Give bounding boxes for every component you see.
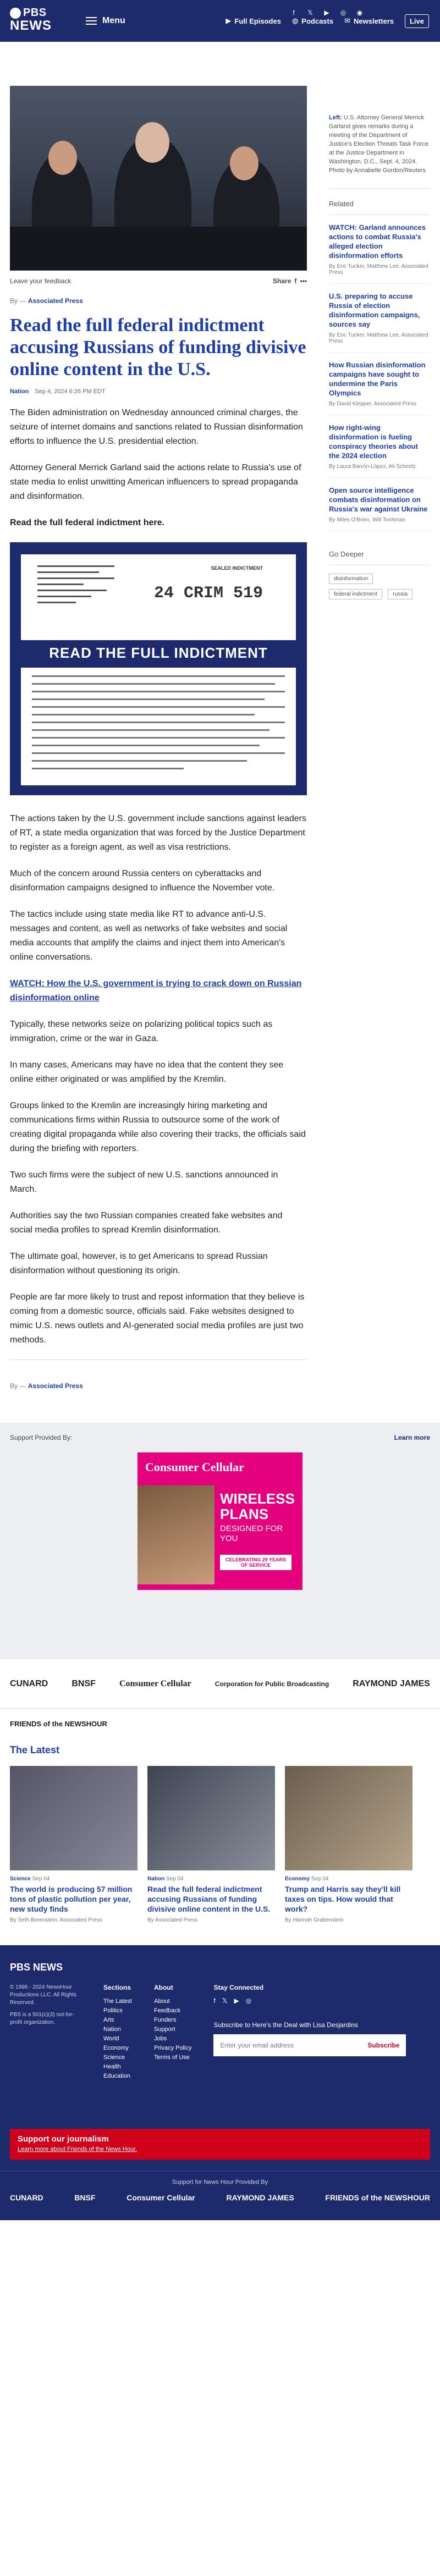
bottom-sponsors: Support for News Hour Provided By CUNARD BNSF Consumer Cellular RAYMOND JAMES FRIENDS of the NEWSHOUR xyxy=(0,2171,440,2220)
paragraph: Typically, these networks seize on polarizing political topics such as immigration, crime or the war in Gaza. xyxy=(10,1020,273,1043)
paragraph: People are far more likely to trust and repost information that they believe is coming from a domestic source, officials said. Fake websites designed to mimic U.S. news outlets and AI-generated social media profiles are just two methods. xyxy=(10,1292,305,1345)
podcasts-link[interactable]: ◍ Podcasts xyxy=(292,16,334,25)
footer xyxy=(0,1945,440,2171)
topic-chip[interactable]: disinformation xyxy=(329,574,373,584)
leave-feedback-link[interactable]: Leave your feedback xyxy=(10,277,72,285)
instagram-icon[interactable]: ◎ xyxy=(340,9,346,16)
footer-sections: Sections The Latest Politics Arts Nation World Economy Science Health Education xyxy=(103,1984,132,2081)
header-links xyxy=(226,0,429,42)
watch-link[interactable]: WATCH: How the U.S. government is trying to crack down on Russian disinformation online xyxy=(10,979,302,1003)
latest-item[interactable]: Nation Sep 04 Read the full federal indictment accusing Russians of funding divisive online content in the U.S. By Associated Press xyxy=(147,1766,275,1923)
indictment-link[interactable]: here xyxy=(143,518,162,527)
footer-link[interactable]: Economy xyxy=(103,2045,129,2051)
sponsor-logo[interactable]: CUNARD xyxy=(10,2193,43,2202)
footer-link[interactable]: About xyxy=(153,1998,170,2005)
facebook-icon[interactable]: f xyxy=(213,1997,216,2005)
related-heading: Related xyxy=(329,189,430,215)
sponsor-logo[interactable]: BNSF xyxy=(72,1678,96,1688)
article-main xyxy=(10,42,307,1401)
related-item[interactable]: Open source intelligence combats disinformation on Russia's war against Ukraine By Miles O'Brien, Will Toohman xyxy=(329,486,430,531)
latest-thumbnail xyxy=(147,1766,275,1870)
document-preview: SEALED INDICTMENT 24 CRIM 519 xyxy=(21,554,296,640)
footer-link[interactable]: Jobs xyxy=(153,2035,167,2042)
stay-connected: Stay Connected f 𝕏 ▶ ◎ Subscribe to Here's the Deal with Lisa Desjardins Enter your email address Subscribe xyxy=(213,1984,406,2081)
sponsor-logo[interactable]: CUNARD xyxy=(10,1678,48,1688)
pbs-news-logo[interactable]: PBS NEWS xyxy=(10,7,52,33)
section-tag[interactable]: Nation xyxy=(10,388,29,395)
podcast-icon: ◍ xyxy=(292,16,299,25)
topic-chip[interactable]: federal indictment xyxy=(329,589,382,599)
full-episodes-link[interactable]: ▶ Full Episodes xyxy=(226,16,281,25)
go-deeper-heading: Go Deeper xyxy=(329,539,430,565)
paragraph: Two such firms were the subject of new U.S. sanctions announced in March. xyxy=(10,1170,278,1194)
latest-thumbnail xyxy=(285,1766,413,1870)
hamburger-icon xyxy=(86,17,97,25)
sponsor-logo[interactable]: Consumer Cellular xyxy=(119,1678,191,1688)
paragraph: Authorities say the two Russian companies created fake websites and social media profiles to spread Kremlin disinformation. xyxy=(10,1211,283,1235)
footer-link[interactable]: Support xyxy=(153,2026,175,2033)
menu-button[interactable]: Menu xyxy=(86,0,125,42)
sponsor-logo[interactable]: Corporation for Public Broadcasting xyxy=(215,1680,329,1688)
footer-link[interactable]: Arts xyxy=(103,2017,114,2023)
pbs-head-icon xyxy=(10,8,21,19)
footer-link[interactable]: Health xyxy=(103,2063,121,2070)
topic-chip[interactable]: russia xyxy=(388,589,413,599)
friends-of-newshour[interactable]: FRIENDS of the NEWSHOUR xyxy=(10,1720,107,1728)
newsletter-heading: Subscribe to Here's the Deal with Lisa Desjardins xyxy=(213,2021,358,2029)
advertisement[interactable]: Consumer Cellular WIRELESS PLANS DESIGNED FOR YOU CELEBRATING 29 YEARS OF SERVICE xyxy=(138,1452,302,1590)
footer-link[interactable]: Privacy Policy xyxy=(153,2045,192,2051)
email-input[interactable] xyxy=(220,2041,341,2049)
paragraph: Attorney General Merrick Garland said the actions relate to Russia's use of state media to enlist unwitting American influencers to spread propaganda and disinformation. xyxy=(10,463,301,501)
hero-image xyxy=(10,86,307,271)
facebook-icon[interactable]: f xyxy=(293,9,295,16)
latest-thumbnail xyxy=(10,1766,138,1870)
x-icon[interactable]: 𝕏 xyxy=(222,1997,228,2005)
youtube-icon[interactable]: ▶ xyxy=(324,9,329,16)
paragraph: Much of the concern around Russia centers on cyberattacks and disinformation campaigns designed to influence the November vote. xyxy=(10,869,275,893)
sponsor-logo[interactable]: Consumer Cellular xyxy=(127,2193,195,2202)
sponsor-logo[interactable]: RAYMOND JAMES xyxy=(226,2193,294,2202)
topic-chips xyxy=(329,573,430,604)
footer-about: About About Feedback Funders Support Jobs Privacy Policy Terms of Use xyxy=(154,1984,191,2081)
author-link[interactable]: Associated Press xyxy=(28,1382,83,1390)
mail-icon: ✉ xyxy=(344,16,350,25)
footer-link[interactable]: Feedback xyxy=(153,2007,181,2014)
latest-list xyxy=(0,1766,440,1923)
newsletters-link[interactable]: ✉ Newsletters xyxy=(344,16,394,25)
rss-icon[interactable]: ◉ xyxy=(356,9,363,16)
paragraph: In many cases, Americans may have no idea that the content they see online either originated or was amplified by the Kremlin. xyxy=(10,1060,284,1084)
subscribe-button[interactable]: Subscribe xyxy=(367,2041,400,2049)
sponsor-logos xyxy=(0,1659,440,1709)
live-button[interactable]: Live xyxy=(405,14,429,28)
support-journalism-banner[interactable]: Support our journalism Learn more about Friends of the News Hour. xyxy=(10,2129,430,2160)
related-item[interactable]: U.S. preparing to accuse Russia of election disinformation campaigns, sources say By Eric Tucker, Matthew Lee, Associated Press xyxy=(329,291,430,353)
footer-link[interactable]: Nation xyxy=(103,2026,121,2033)
paragraph: Groups linked to the Kremlin are increasingly hiring marketing and communications firms within Russia to outsource some of the work of creating digital propaganda while also covering their tracks, the officials said during the briefing with reporters. xyxy=(10,1101,306,1153)
footer-link[interactable]: Education xyxy=(103,2073,130,2079)
sponsor-logo[interactable]: FRIENDS of the NEWSHOUR xyxy=(325,2193,430,2202)
footer-link[interactable]: The Latest xyxy=(103,1998,132,2005)
related-list xyxy=(329,223,430,531)
latest-heading: The Latest xyxy=(10,1744,60,1755)
footer-link[interactable]: World xyxy=(103,2035,119,2042)
hero-caption-bar xyxy=(10,271,307,291)
latest-item[interactable]: Science Sep 04 The world is producing 57 million tons of plastic pollution per year, new study finds By Seth Borenstein, Associated Press xyxy=(10,1766,138,1923)
instagram-icon[interactable]: ◎ xyxy=(245,1997,252,2005)
learn-more-link[interactable]: Learn more xyxy=(394,1434,430,1441)
publish-date: Sep 4, 2024 6:26 PM EDT xyxy=(35,388,106,395)
sidebar xyxy=(329,42,430,1401)
play-icon: ▶ xyxy=(226,16,232,25)
support-section xyxy=(0,1423,440,1659)
byline-top: By — Associated Press xyxy=(10,297,83,305)
footer-link[interactable]: Funders xyxy=(153,2017,177,2023)
footer-link[interactable]: Politics xyxy=(103,2007,123,2014)
paragraph: The tactics include using state media like RT to advance anti-U.S. messages and content, as well as networks of fake websites and social media accounts that amplify the claims and inject them into American's online conversations. xyxy=(10,910,288,962)
article-meta xyxy=(10,388,307,395)
facebook-icon: f xyxy=(294,277,297,285)
paragraph: The actions taken by the U.S. government include sanctions against leaders of RT, a state media organization that was forced by the Justice Department to register as a foreign agent, as well as visa restrictions. xyxy=(10,814,306,852)
paragraph: The ultimate goal, however, is to get Americans to spread Russian disinformation without questioning its origin. xyxy=(10,1252,268,1275)
sponsor-logo[interactable]: RAYMOND JAMES xyxy=(353,1678,430,1688)
paragraph: The Biden administration on Wednesday announced criminal charges, the seizure of internet domains and sanctions related to Russian disinformation efforts to influence the U.S. presidential election. xyxy=(10,408,303,446)
byline-bottom: By — Associated Press xyxy=(10,1382,83,1390)
related-item[interactable]: WATCH: Garland announces actions to combat Russia's alleged election disinformation efforts By Eric Tucker, Matthew Lee, Associated Press xyxy=(329,223,430,284)
latest-item[interactable]: Economy Sep 04 Trump and Harris say they'll kill taxes on tips. How would that work? By Hannah Grabenstein xyxy=(285,1766,413,1923)
more-icon: ••• xyxy=(300,277,307,285)
image-caption: Left: U.S. Attorney General Merrick Garland gives remarks during a meeting of the Department of Justice's Election Threats Task Force at the Justice Department in Washington, D.C., Sept. 4, 2024. Photo by Annabelle Gordon/Reuters xyxy=(329,113,430,189)
share-button[interactable]: Share f ••• xyxy=(273,277,307,285)
author-link[interactable]: Associated Press xyxy=(28,297,83,305)
ad-photo xyxy=(138,1485,215,1584)
indictment-embed[interactable] xyxy=(10,542,307,795)
paragraph: Read the full federal indictment here. xyxy=(10,518,164,527)
sponsor-logo[interactable]: BNSF xyxy=(74,2193,96,2202)
footer-link[interactable]: Terms of Use xyxy=(153,2054,190,2061)
youtube-icon[interactable]: ▶ xyxy=(234,1997,239,2005)
support-label: Support Provided By: xyxy=(10,1434,73,1441)
top-navigation xyxy=(0,0,440,42)
article-wrapper xyxy=(0,42,440,1401)
read-indictment-label: READ THE FULL INDICTMENT xyxy=(49,645,268,661)
newsletter-form xyxy=(213,2034,406,2056)
footer-logo[interactable]: PBS NEWS xyxy=(10,1962,63,1973)
footer-link[interactable]: Science xyxy=(103,2054,125,2061)
related-item[interactable]: How Russian disinformation campaigns have sought to undermine the Paris Olympics By David Klepper, Associated Press xyxy=(329,360,430,415)
article-title: Read the full federal indictment accusing Russians of funding divisive online content in the U.S. xyxy=(10,315,306,379)
document-text xyxy=(21,668,296,785)
footer-copyright: © 1996 - 2024 NewsHour Productions LLC. All Rights Reserved. PBS is a 501(c)(3) not-for-profit organization. xyxy=(10,1984,77,2025)
related-item[interactable]: How right-wing disinformation is fueling conspiracy theories about the 2024 election By Laura Barrón-López, Ali Schmitz xyxy=(329,423,430,478)
x-icon[interactable]: 𝕏 xyxy=(307,9,313,16)
